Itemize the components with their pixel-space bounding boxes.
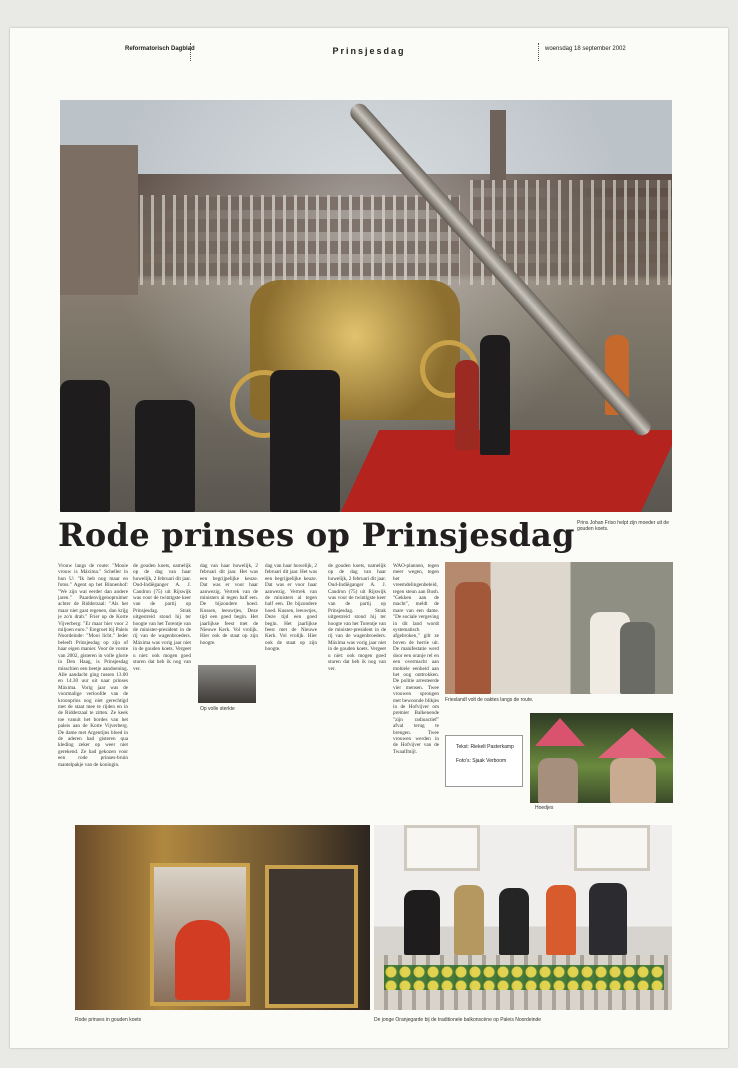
pink-hats-photo <box>530 713 673 803</box>
article-body-column-1: Vrouw langs de route: "Mooie vrouw is Máxima." Scheller in hun U: "Ik heb nog maar en fotos." Agent op het Binnenhof: "We zijn wat eerder dan andere jaren." Paardenvijgenopruimer achter de Ridderzaal: "Als het maar niet gaat regenen, dan krijg je zo'n drab." Frier op de Korte Vijverberg: "Er maar hier voor 2 miljoen euro." Eregroet bij Paleis Noordeinde: "Mooi licht." Ieder beleeft Prinsjesdag op zijn of haar eigen manier. Voor de vorste van 2002, gisteren in volle glorie in Den Haag, is Prinsjesdag misschien een beetje aandoening. Alle aandacht ging tussen 13.00 en 14.30 uur uit naar prinses Máxima. Vorig jaar was de voormalige verloofde van de kroonprins nog niet gerechtigd met de staat mee te rijden en in de Ridderzaal te zitten. Ze keek toe vanuit het bordes van het paleis aan de Korte Vijverberg. De dame met Argentijns bloed in de aderen had gisteren qua kleding zeker op weer niet gerekend. Ze had gekozen voor een rode prinses-bruin mantelpakje van de koningin. <box>58 563 128 768</box>
main-photo-golden-coach <box>60 100 672 512</box>
article-body-column-4: dag van haar huwelijk, 2 februari dit jaar. Het was een begrijpelijke keuze. Dat was er voor haar aanwezig. Vertrek van de ministers al tegen half een. De bijzondere hoed. Kussen, leeuwtjes, Deze tijd een goed begin. Het jaarlijkse feest met de Nieuwe Kerk. Vol vrolijk. Hier ook de staat op zijn hoogte. <box>265 563 317 653</box>
bottom-left-caption: Rode prinses in gouden koets <box>75 1017 142 1023</box>
inset-photo-caption: Op volle sterkte <box>200 706 235 712</box>
header-divider <box>538 43 541 61</box>
photo-credit: Foto's: Sjaak Verboom <box>456 758 507 764</box>
issue-date: woensdag 18 september 2002 <box>545 46 626 52</box>
credits-box <box>445 735 523 787</box>
hoedjes-caption: Hoedjes <box>535 805 554 811</box>
red-princess-coach-photo <box>75 825 370 1010</box>
article-body-column-3: dag van haar huwelijk, 2 februari dit jaar. Het was een begrijpelijke keuze. Dat was er voor haar aanwezig. Vertrek van de ministers al tegen half een. De bijzondere hoed. Kussen, leeuwtjes, Deze tijd een goed begin. Het jaarlijkse feest met de Nieuwe Kerk. Vol vrolijk. Hier ook de staat op zijn hoogte. <box>200 563 258 646</box>
main-photo-caption: Prins Johan Friso helpt zijn moeder uit de gouden koets. <box>577 520 669 532</box>
article-headline: Rode prinses op Prinsjesdag <box>58 516 575 554</box>
article-body-column-6: WAO-plannen, tegen meer wegen, tegen het vreemdelingenbeleid, tegen steun aan Bush. "Gekken aan de macht", meldt de mare van een dame. "De sociale vergeving in dit land wordt systematisch afgebroken," gilt ze boven de herrie uit. De manifestatie werd door een oranje rel en een overmacht aan mobiele eenheid aan het oog onttrokken. De politie arresteerde vier mensen. Twee vrouwen sprongen met bewoonde blikjes in de Hofvijver om premier Balkenende "zijn radioactief" afval terug te brengen. Twee vrouwen werden in de Hofvijver van de Twaalfmijl. <box>393 563 439 755</box>
newspaper-name: Reformatorisch Dagblad <box>125 46 195 52</box>
frisian-women-photo <box>445 562 673 694</box>
section-title: Prinsjesdag <box>332 46 406 56</box>
balcony-scene-photo <box>374 825 672 1010</box>
inset-photo <box>198 665 256 703</box>
bottom-right-caption: De jonge Oranjegarde bij de traditionele balkonscène op Paleis Noordeinde <box>374 1017 542 1023</box>
article-body-column-2: de gouden koets, namelijk op de dag van haar huwelijk, 2 februari dit jaar. Oud-Indiëganger A. J. Caudron (75) uit Rijswijk was voor de twintigste keer van de partij op Prinsjesdag. Strak uitgestreid stond hij ter hoogte van het Torentje van de minister-president in de rij van de wagenbroeders. Máxima was vorig jaar niet in de gouden koets. Vergeet u niet: ook mogen goed sturen dat heb ik nog van ver. <box>133 563 191 672</box>
article-body-column-5: de gouden koets, namelijk op de dag van haar huwelijk, 2 februari dit jaar. Oud-Indiëganger A. J. Caudron (75) uit Rijswijk was voor de twintigste keer van de partij op Prinsjesdag. Strak uitgestreid stond hij ter hoogte van het Torentje van de minister-president in de rij van de wagenbroeders. Máxima was vorig jaar niet in de gouden koets. Vergeet u niet: ook mogen goed sturen dat heb ik nog van ver. <box>328 563 386 672</box>
frisian-photo-caption: Frieslandl volt de oaktes langs de route. <box>445 697 534 703</box>
text-credit: Tekst: Riekelt Pasterkamp <box>456 744 514 750</box>
